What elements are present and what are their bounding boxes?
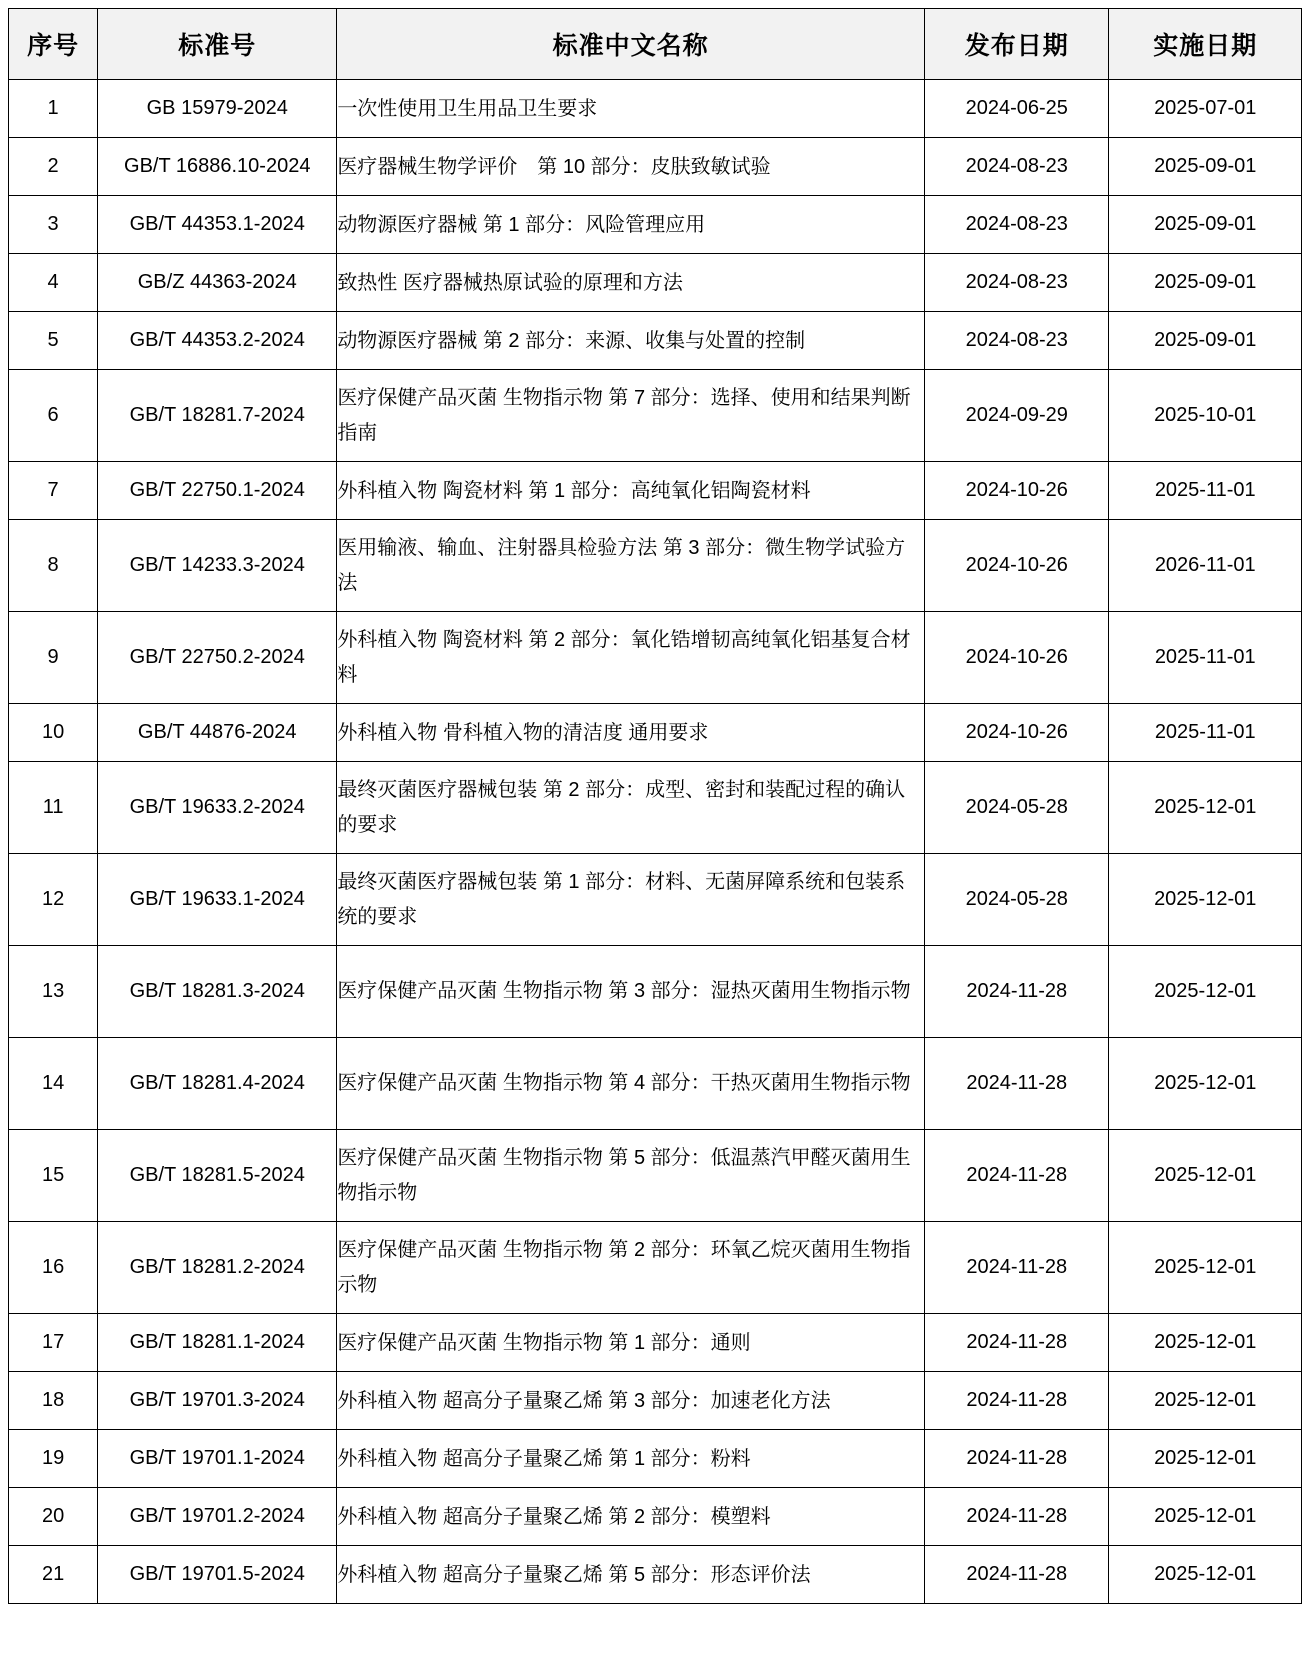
cell-seq: 20: [9, 1488, 98, 1546]
cell-publish-date: 2024-08-23: [925, 254, 1109, 312]
cell-seq: 16: [9, 1222, 98, 1314]
table-row: [9, 138, 1302, 196]
cell-standard-name: 医疗保健产品灭菌 生物指示物 第 7 部分：选择、使用和结果判断指南: [337, 370, 925, 462]
cell-seq: 7: [9, 462, 98, 520]
cell-seq: 4: [9, 254, 98, 312]
cell-publish-date: 2024-05-28: [925, 854, 1109, 946]
cell-seq: 9: [9, 612, 98, 704]
table-row: [9, 312, 1302, 370]
table-body: [9, 80, 1302, 1604]
cell-standard-code: GB/T 44353.2-2024: [98, 312, 337, 370]
cell-standard-code: GB/T 19633.2-2024: [98, 762, 337, 854]
cell-standard-name: 医疗保健产品灭菌 生物指示物 第 2 部分：环氧乙烷灭菌用生物指示物: [337, 1222, 925, 1314]
cell-publish-date: 2024-08-23: [925, 138, 1109, 196]
cell-publish-date: 2024-10-26: [925, 612, 1109, 704]
cell-implement-date: 2025-09-01: [1109, 138, 1302, 196]
cell-implement-date: 2025-09-01: [1109, 254, 1302, 312]
cell-seq: 18: [9, 1372, 98, 1430]
table-header: [9, 9, 1302, 80]
column-header-implement-date: 实施日期: [1109, 9, 1302, 80]
cell-standard-code: GB/T 44876-2024: [98, 704, 337, 762]
column-header-name: 标准中文名称: [337, 9, 925, 80]
table-row: [9, 254, 1302, 312]
standards-table: [8, 8, 1302, 1604]
table-header-row: [9, 9, 1302, 80]
cell-implement-date: 2025-12-01: [1109, 1038, 1302, 1130]
table-row: [9, 1314, 1302, 1372]
cell-seq: 13: [9, 946, 98, 1038]
table-row: [9, 196, 1302, 254]
cell-implement-date: 2025-12-01: [1109, 1546, 1302, 1604]
cell-implement-date: 2025-12-01: [1109, 854, 1302, 946]
column-header-seq: 序号: [9, 9, 98, 80]
cell-publish-date: 2024-10-26: [925, 704, 1109, 762]
cell-implement-date: 2025-12-01: [1109, 1222, 1302, 1314]
cell-seq: 5: [9, 312, 98, 370]
cell-publish-date: 2024-10-26: [925, 462, 1109, 520]
cell-implement-date: 2026-11-01: [1109, 520, 1302, 612]
cell-standard-name: 致热性 医疗器械热原试验的原理和方法: [337, 254, 925, 312]
cell-publish-date: 2024-10-26: [925, 520, 1109, 612]
cell-publish-date: 2024-08-23: [925, 196, 1109, 254]
table-row: [9, 1546, 1302, 1604]
cell-implement-date: 2025-12-01: [1109, 1488, 1302, 1546]
cell-standard-code: GB/T 19701.5-2024: [98, 1546, 337, 1604]
cell-seq: 12: [9, 854, 98, 946]
cell-publish-date: 2024-11-28: [925, 1430, 1109, 1488]
column-header-code: 标准号: [98, 9, 337, 80]
table-row: [9, 1038, 1302, 1130]
cell-implement-date: 2025-11-01: [1109, 704, 1302, 762]
table-row: [9, 762, 1302, 854]
cell-implement-date: 2025-12-01: [1109, 1314, 1302, 1372]
cell-implement-date: 2025-09-01: [1109, 312, 1302, 370]
table-row: [9, 1430, 1302, 1488]
cell-publish-date: 2024-11-28: [925, 1314, 1109, 1372]
cell-standard-code: GB/T 19633.1-2024: [98, 854, 337, 946]
cell-publish-date: 2024-08-23: [925, 312, 1109, 370]
table-row: [9, 854, 1302, 946]
cell-publish-date: 2024-11-28: [925, 1130, 1109, 1222]
cell-publish-date: 2024-05-28: [925, 762, 1109, 854]
cell-implement-date: 2025-09-01: [1109, 196, 1302, 254]
cell-standard-name: 医用输液、输血、注射器具检验方法 第 3 部分：微生物学试验方法: [337, 520, 925, 612]
cell-standard-name: 医疗保健产品灭菌 生物指示物 第 5 部分：低温蒸汽甲醛灭菌用生物指示物: [337, 1130, 925, 1222]
cell-publish-date: 2024-06-25: [925, 80, 1109, 138]
cell-seq: 10: [9, 704, 98, 762]
table-row: [9, 520, 1302, 612]
cell-standard-name: 最终灭菌医疗器械包装 第 2 部分：成型、密封和装配过程的确认的要求: [337, 762, 925, 854]
cell-standard-name: 医疗保健产品灭菌 生物指示物 第 4 部分：干热灭菌用生物指示物: [337, 1038, 925, 1130]
cell-seq: 14: [9, 1038, 98, 1130]
cell-standard-code: GB/T 18281.5-2024: [98, 1130, 337, 1222]
cell-publish-date: 2024-11-28: [925, 1372, 1109, 1430]
cell-standard-code: GB/T 22750.1-2024: [98, 462, 337, 520]
cell-seq: 8: [9, 520, 98, 612]
cell-standard-code: GB/T 18281.4-2024: [98, 1038, 337, 1130]
cell-standard-code: GB/T 19701.2-2024: [98, 1488, 337, 1546]
cell-implement-date: 2025-12-01: [1109, 1430, 1302, 1488]
cell-standard-name: 外科植入物 陶瓷材料 第 2 部分：氧化锆增韧高纯氧化铝基复合材料: [337, 612, 925, 704]
cell-standard-name: 动物源医疗器械 第 2 部分：来源、收集与处置的控制: [337, 312, 925, 370]
cell-standard-name: 最终灭菌医疗器械包装 第 1 部分：材料、无菌屏障系统和包装系统的要求: [337, 854, 925, 946]
cell-standard-name: 动物源医疗器械 第 1 部分：风险管理应用: [337, 196, 925, 254]
cell-implement-date: 2025-11-01: [1109, 462, 1302, 520]
cell-standard-name: 医疗器械生物学评价 第 10 部分：皮肤致敏试验: [337, 138, 925, 196]
cell-standard-name: 外科植入物 陶瓷材料 第 1 部分：高纯氧化铝陶瓷材料: [337, 462, 925, 520]
table-row: [9, 1222, 1302, 1314]
cell-standard-code: GB/Z 44363-2024: [98, 254, 337, 312]
cell-seq: 17: [9, 1314, 98, 1372]
cell-implement-date: 2025-12-01: [1109, 1372, 1302, 1430]
cell-implement-date: 2025-12-01: [1109, 762, 1302, 854]
table-row: [9, 704, 1302, 762]
cell-publish-date: 2024-11-28: [925, 1546, 1109, 1604]
cell-standard-code: GB/T 18281.1-2024: [98, 1314, 337, 1372]
cell-standard-name: 外科植入物 超高分子量聚乙烯 第 1 部分：粉料: [337, 1430, 925, 1488]
table-row: [9, 946, 1302, 1038]
cell-publish-date: 2024-11-28: [925, 946, 1109, 1038]
cell-publish-date: 2024-09-29: [925, 370, 1109, 462]
cell-standard-code: GB/T 19701.3-2024: [98, 1372, 337, 1430]
cell-seq: 11: [9, 762, 98, 854]
cell-standard-name: 外科植入物 超高分子量聚乙烯 第 3 部分：加速老化方法: [337, 1372, 925, 1430]
cell-standard-code: GB/T 44353.1-2024: [98, 196, 337, 254]
table-row: [9, 612, 1302, 704]
cell-standard-name: 医疗保健产品灭菌 生物指示物 第 3 部分：湿热灭菌用生物指示物: [337, 946, 925, 1038]
table-row: [9, 80, 1302, 138]
table-row: [9, 1372, 1302, 1430]
cell-standard-code: GB/T 19701.1-2024: [98, 1430, 337, 1488]
cell-standard-name: 医疗保健产品灭菌 生物指示物 第 1 部分：通则: [337, 1314, 925, 1372]
table-row: [9, 462, 1302, 520]
cell-standard-code: GB/T 18281.7-2024: [98, 370, 337, 462]
cell-seq: 21: [9, 1546, 98, 1604]
column-header-publish-date: 发布日期: [925, 9, 1109, 80]
cell-publish-date: 2024-11-28: [925, 1488, 1109, 1546]
cell-seq: 6: [9, 370, 98, 462]
cell-implement-date: 2025-10-01: [1109, 370, 1302, 462]
cell-standard-code: GB/T 18281.2-2024: [98, 1222, 337, 1314]
cell-seq: 19: [9, 1430, 98, 1488]
table-row: [9, 1488, 1302, 1546]
cell-seq: 3: [9, 196, 98, 254]
cell-standard-code: GB/T 22750.2-2024: [98, 612, 337, 704]
cell-standard-code: GB/T 14233.3-2024: [98, 520, 337, 612]
cell-seq: 2: [9, 138, 98, 196]
cell-seq: 1: [9, 80, 98, 138]
cell-standard-code: GB/T 16886.10-2024: [98, 138, 337, 196]
cell-standard-name: 外科植入物 骨科植入物的清洁度 通用要求: [337, 704, 925, 762]
cell-publish-date: 2024-11-28: [925, 1222, 1109, 1314]
cell-standard-code: GB 15979-2024: [98, 80, 337, 138]
cell-implement-date: 2025-07-01: [1109, 80, 1302, 138]
cell-implement-date: 2025-11-01: [1109, 612, 1302, 704]
cell-standard-name: 外科植入物 超高分子量聚乙烯 第 5 部分：形态评价法: [337, 1546, 925, 1604]
cell-standard-name: 一次性使用卫生用品卫生要求: [337, 80, 925, 138]
cell-publish-date: 2024-11-28: [925, 1038, 1109, 1130]
cell-standard-code: GB/T 18281.3-2024: [98, 946, 337, 1038]
cell-implement-date: 2025-12-01: [1109, 1130, 1302, 1222]
cell-standard-name: 外科植入物 超高分子量聚乙烯 第 2 部分：模塑料: [337, 1488, 925, 1546]
table-row: [9, 1130, 1302, 1222]
cell-implement-date: 2025-12-01: [1109, 946, 1302, 1038]
cell-seq: 15: [9, 1130, 98, 1222]
table-row: [9, 370, 1302, 462]
